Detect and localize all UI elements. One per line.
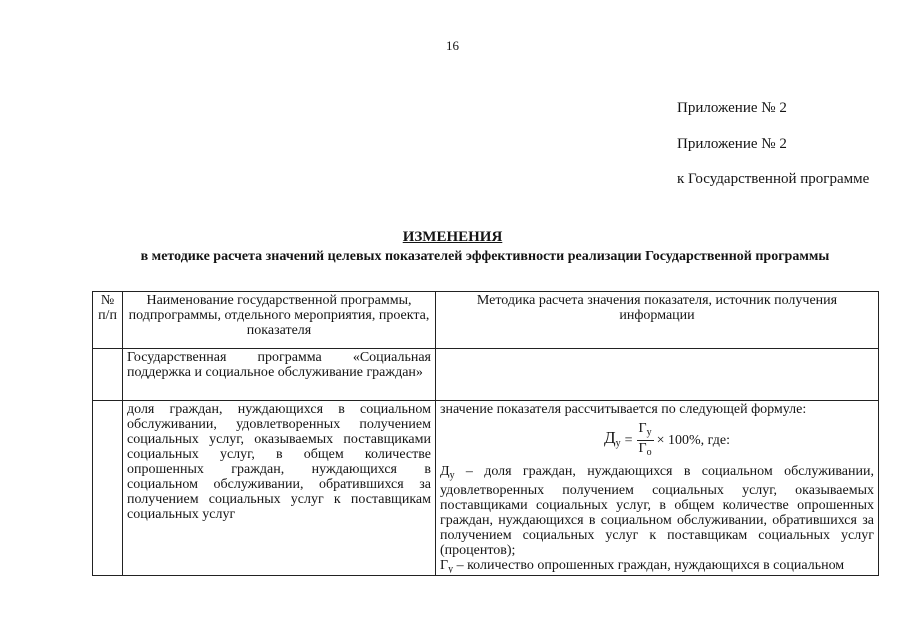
document-subtitle: в методике расчета значений целевых показателей эффективности реализации Государственной программы (140, 249, 830, 264)
definition-count (440, 558, 874, 573)
definition-count-symbol: Г (440, 558, 449, 573)
formula-denominator (637, 441, 654, 460)
header-method: Методика расчета значения показателя, источник получения информации (436, 292, 879, 349)
table-row-program (93, 349, 879, 401)
indicator-name-cell: доля граждан, нуждающихся в социальном обслуживании, удовлетворенных получением социальных услуг, оказываемых поставщиками социальных услуг, в общем количестве опрошенных граждан, нуждающихся в социальном обслуживании, обратившихся за получением социальных услуг к поставщикам социальных услуг (123, 401, 436, 576)
formula-fraction (637, 421, 654, 460)
document-title: ИЗМЕНЕНИЯ (402, 229, 503, 245)
method-intro: значение показателя рассчитывается по следующей формуле: (440, 402, 807, 417)
header-name: Наименование государственной программы, подпрограммы, отдельного мероприятия, проекта, показателя (123, 292, 436, 349)
formula-denominator-symbol: Г (638, 441, 647, 456)
formula-rhs: × 100%, где: (656, 433, 730, 448)
formula-numerator (637, 421, 654, 441)
definition-share-text: – доля граждан, нуждающихся в социальном обслуживании, удовлетворенных получением социальных услуг, оказываемых поставщиками социальных услуг, в общем количестве опрошенных граждан, нуждающихся в социальном обслуживании, обратившихся за получением социальных услуг к поставщикам социальных услуг (процентов); (440, 464, 874, 558)
definition-count-text: – количество опрошенных граждан, нуждающихся в социальном (453, 558, 845, 573)
formula-numerator-subscript: у (646, 427, 652, 438)
formula-lhs-subscript: у (615, 438, 621, 449)
appendix-label-repeat: Приложение № 2 (677, 136, 787, 152)
program-name-cell: Государственная программа «Социальная поддержка и социальное обслуживание граждан» (123, 349, 436, 401)
header-number: № п/п (93, 292, 123, 349)
formula-denominator-subscript: о (646, 447, 652, 458)
formula-lhs-symbol: Д (604, 428, 616, 447)
formula-equals: = (624, 433, 633, 448)
definition-count-subscript: у (448, 564, 454, 573)
formula (460, 421, 874, 460)
indicator-method-cell (436, 401, 879, 576)
formula-numerator-symbol: Г (638, 421, 647, 436)
appendix-reference: к Государственной программе (677, 171, 870, 187)
changes-table (92, 291, 879, 576)
definition-share (440, 464, 874, 558)
table-row-indicator (93, 401, 879, 576)
page-number: 16 (446, 38, 459, 53)
table-header-row (93, 292, 879, 349)
program-method-cell (436, 349, 879, 401)
program-number-cell (93, 349, 123, 401)
indicator-number-cell (93, 401, 123, 576)
formula-lhs (604, 430, 621, 451)
definition-share-subscript: у (449, 470, 455, 481)
appendix-label: Приложение № 2 (677, 100, 787, 116)
definition-share-symbol: Д (440, 464, 450, 479)
